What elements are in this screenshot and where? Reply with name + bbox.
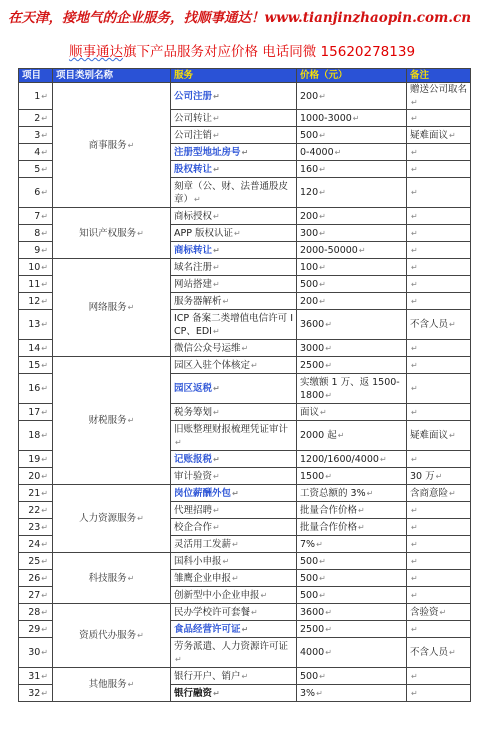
paragraph-mark: ↵ xyxy=(213,211,220,221)
paragraph-mark: ↵ xyxy=(449,488,456,498)
row-number: 31↵ xyxy=(19,668,53,685)
note-cell xyxy=(407,357,471,374)
paragraph-mark: ↵ xyxy=(41,360,48,370)
note-cell xyxy=(407,242,471,259)
row-number: 4↵ xyxy=(19,144,53,161)
paragraph-mark: ↵ xyxy=(137,631,144,640)
note-cell xyxy=(407,519,471,536)
service-cell: 旧账整理财报梳理凭证审计↵ xyxy=(171,421,297,451)
note-cell: 疑难面议↵ xyxy=(407,421,471,451)
subtitle-rest: 旗下产品服务对应价格 电话同微 15620278139 xyxy=(122,44,416,60)
paragraph-mark: ↵ xyxy=(358,522,365,532)
price-cell: 120↵ xyxy=(297,178,407,208)
paragraph-mark: ↵ xyxy=(213,384,220,393)
price-cell: 3%↵ xyxy=(297,685,407,702)
paragraph-mark: ↵ xyxy=(260,590,268,600)
price-cell: 1200/1600/4000↵ xyxy=(297,451,407,468)
paragraph-mark: ↵ xyxy=(325,390,332,400)
paragraph-mark: ↵ xyxy=(41,488,48,498)
service-cell: 公司注册↵ xyxy=(171,83,297,110)
price-cell: 200↵ xyxy=(297,208,407,225)
paragraph-mark: ↵ xyxy=(411,343,418,353)
price-cell: 0-4000↵ xyxy=(297,144,407,161)
row-number: 7↵ xyxy=(19,208,53,225)
row-number: 28↵ xyxy=(19,604,53,621)
paragraph-mark: ↵ xyxy=(213,262,220,272)
service-cell: 税务筹划↵ xyxy=(171,404,297,421)
paragraph-mark: ↵ xyxy=(319,279,326,289)
table-row xyxy=(19,357,471,374)
paragraph-mark: ↵ xyxy=(325,320,332,329)
paragraph-mark: ↵ xyxy=(449,320,456,329)
paragraph-mark: ↵ xyxy=(41,279,48,289)
paragraph-mark: ↵ xyxy=(127,680,135,689)
paragraph-mark: ↵ xyxy=(411,688,418,698)
paragraph-mark: ↵ xyxy=(449,130,456,140)
row-number: 18↵ xyxy=(19,421,53,451)
note-cell xyxy=(407,340,471,357)
paragraph-mark: ↵ xyxy=(411,573,418,583)
row-number: 16↵ xyxy=(19,374,53,404)
paragraph-mark: ↵ xyxy=(41,522,48,532)
paragraph-mark: ↵ xyxy=(319,130,326,140)
paragraph-mark: ↵ xyxy=(41,648,48,657)
row-number: 17↵ xyxy=(19,404,53,421)
paragraph-mark: ↵ xyxy=(213,164,220,174)
paragraph-mark: ↵ xyxy=(213,522,220,532)
paragraph-mark: ↵ xyxy=(241,147,249,157)
paragraph-mark: ↵ xyxy=(411,262,418,272)
paragraph-mark: ↵ xyxy=(175,437,182,447)
service-cell: 雏鹰企业申报↵ xyxy=(171,570,297,587)
price-cell: 4000↵ xyxy=(297,638,407,668)
row-number: 10↵ xyxy=(19,259,53,276)
service-cell: 民办学校许可套餐↵ xyxy=(171,604,297,621)
paragraph-mark: ↵ xyxy=(319,211,326,221)
price-cell: 500↵ xyxy=(297,127,407,144)
row-number: 27↵ xyxy=(19,587,53,604)
row-number: 20↵ xyxy=(19,468,53,485)
paragraph-mark: ↵ xyxy=(411,228,418,238)
paragraph-mark: ↵ xyxy=(411,539,418,549)
paragraph-mark: ↵ xyxy=(325,360,332,370)
price-cell: 实缴额 1 万、返 1500-1800↵ xyxy=(297,374,407,404)
paragraph-mark: ↵ xyxy=(127,140,135,150)
price-cell: 2000 起↵ xyxy=(297,421,407,451)
service-cell: 园区返税↵ xyxy=(171,374,297,404)
paragraph-mark: ↵ xyxy=(41,671,48,681)
price-cell: 500↵ xyxy=(297,570,407,587)
table-row xyxy=(19,485,471,502)
service-cell: 公司注销↵ xyxy=(171,127,297,144)
service-cell: 劳务派遣、人力资源许可证↵ xyxy=(171,638,297,668)
price-cell: 200↵ xyxy=(297,83,407,110)
row-number: 1↵ xyxy=(19,83,53,110)
row-number: 23↵ xyxy=(19,519,53,536)
row-number: 9↵ xyxy=(19,242,53,259)
note-cell xyxy=(407,404,471,421)
paragraph-mark: ↵ xyxy=(213,471,220,481)
service-cell: ICP 备案二类增值电信许可 ICP、EDI↵ xyxy=(171,310,297,340)
service-cell: 注册型地址房号↵ xyxy=(171,144,297,161)
row-number: 29↵ xyxy=(19,621,53,638)
row-number: 26↵ xyxy=(19,570,53,587)
service-cell: 校企合作↵ xyxy=(171,519,297,536)
paragraph-mark: ↵ xyxy=(241,624,249,634)
service-cell: 网站搭建↵ xyxy=(171,276,297,293)
paragraph-mark: ↵ xyxy=(411,671,418,681)
paragraph-mark: ↵ xyxy=(241,343,249,353)
site-banner: 在天津，接地气的企业服务，找顺事通达！www.tianjinzhaopin.com.cn xyxy=(8,10,472,26)
row-number: 32↵ xyxy=(19,685,53,702)
paragraph-mark: ↵ xyxy=(41,556,48,566)
paragraph-mark: ↵ xyxy=(127,303,135,312)
table-row xyxy=(19,208,471,225)
price-cell: 批量合作价格↵ xyxy=(297,519,407,536)
paragraph-mark: ↵ xyxy=(411,624,418,634)
paragraph-mark: ↵ xyxy=(316,539,323,549)
paragraph-mark: ↵ xyxy=(411,505,418,515)
paragraph-mark: ↵ xyxy=(319,228,326,238)
note-cell xyxy=(407,293,471,310)
price-cell: 批量合作价格↵ xyxy=(297,502,407,519)
service-cell: 代理招聘↵ xyxy=(171,502,297,519)
price-cell: 2000-50000↵ xyxy=(297,242,407,259)
note-cell xyxy=(407,161,471,178)
row-number: 6↵ xyxy=(19,178,53,208)
note-cell xyxy=(407,276,471,293)
paragraph-mark: ↵ xyxy=(319,573,326,583)
paragraph-mark: ↵ xyxy=(411,454,418,464)
service-cell: 国科小申报↵ xyxy=(171,553,297,570)
service-cell: 灵活用工发薪↵ xyxy=(171,536,297,553)
paragraph-mark: ↵ xyxy=(41,431,48,440)
service-cell: 商标授权↵ xyxy=(171,208,297,225)
note-cell xyxy=(407,374,471,404)
note-cell: 疑难面议↵ xyxy=(407,127,471,144)
note-cell xyxy=(407,536,471,553)
note-cell xyxy=(407,668,471,685)
paragraph-mark: ↵ xyxy=(137,228,144,238)
paragraph-mark: ↵ xyxy=(411,211,418,221)
paragraph-mark: ↵ xyxy=(41,296,48,306)
table-body xyxy=(19,83,471,702)
paragraph-mark: ↵ xyxy=(41,211,48,221)
paragraph-mark: ↵ xyxy=(41,607,48,617)
note-cell xyxy=(407,110,471,127)
note-cell xyxy=(407,587,471,604)
paragraph-mark: ↵ xyxy=(212,326,220,336)
paragraph-mark: ↵ xyxy=(325,471,332,481)
service-cell: 审计验资↵ xyxy=(171,468,297,485)
row-number: 3↵ xyxy=(19,127,53,144)
note-cell xyxy=(407,570,471,587)
header-no: 项目 xyxy=(19,69,53,83)
note-cell xyxy=(407,225,471,242)
table-row xyxy=(19,259,471,276)
paragraph-mark: ↵ xyxy=(411,556,418,566)
paragraph-mark: ↵ xyxy=(411,245,418,255)
paragraph-mark: ↵ xyxy=(41,262,48,272)
category-cell: 科技服务↵ xyxy=(53,553,171,604)
paragraph-mark: ↵ xyxy=(232,488,239,498)
paragraph-mark: ↵ xyxy=(411,164,418,174)
paragraph-mark: ↵ xyxy=(411,296,418,306)
paragraph-mark: ↵ xyxy=(194,194,201,204)
paragraph-mark: ↵ xyxy=(41,505,48,515)
category-cell: 商事服务↵ xyxy=(53,83,171,208)
price-cell: 2500↵ xyxy=(297,621,407,638)
paragraph-mark: ↵ xyxy=(175,654,182,664)
paragraph-mark: ↵ xyxy=(41,573,48,583)
paragraph-mark: ↵ xyxy=(222,296,230,306)
paragraph-mark: ↵ xyxy=(251,607,258,617)
paragraph-mark: ↵ xyxy=(251,360,258,370)
paragraph-mark: ↵ xyxy=(241,671,249,681)
table-row xyxy=(19,604,471,621)
paragraph-mark: ↵ xyxy=(233,228,241,238)
paragraph-mark: ↵ xyxy=(41,407,48,417)
paragraph-mark: ↵ xyxy=(41,539,48,549)
paragraph-mark: ↵ xyxy=(319,91,326,101)
paragraph-mark: ↵ xyxy=(213,407,220,417)
paragraph-mark: ↵ xyxy=(41,624,48,634)
paragraph-mark: ↵ xyxy=(319,188,326,197)
price-cell: 3600↵ xyxy=(297,604,407,621)
paragraph-mark: ↵ xyxy=(127,573,135,583)
note-cell: 30 万↵ xyxy=(407,468,471,485)
paragraph-mark: ↵ xyxy=(379,454,387,464)
paragraph-mark: ↵ xyxy=(41,164,48,174)
header-category: 项目类别名称 xyxy=(53,69,171,83)
row-number: 8↵ xyxy=(19,225,53,242)
row-number: 14↵ xyxy=(19,340,53,357)
paragraph-mark: ↵ xyxy=(358,245,366,255)
paragraph-mark: ↵ xyxy=(411,360,418,370)
service-cell: APP 版权认证↵ xyxy=(171,225,297,242)
service-cell: 岗位薪酬外包↵ xyxy=(171,485,297,502)
table-row xyxy=(19,83,471,110)
header-service: 服务 xyxy=(171,69,297,83)
price-cell: 3000↵ xyxy=(297,340,407,357)
note-cell xyxy=(407,621,471,638)
paragraph-mark: ↵ xyxy=(435,471,443,481)
row-number: 25↵ xyxy=(19,553,53,570)
price-cell: 2500↵ xyxy=(297,357,407,374)
category-cell: 资质代办服务↵ xyxy=(53,604,171,668)
category-cell: 知识产权服务↵ xyxy=(53,208,171,259)
note-cell: 含验资↵ xyxy=(407,604,471,621)
service-cell: 银行开户、销户↵ xyxy=(171,668,297,685)
category-cell: 其他服务↵ xyxy=(53,668,171,702)
paragraph-mark: ↵ xyxy=(232,539,239,549)
paragraph-mark: ↵ xyxy=(411,113,418,123)
note-cell xyxy=(407,553,471,570)
paragraph-mark: ↵ xyxy=(213,505,220,515)
paragraph-mark: ↵ xyxy=(213,130,220,140)
paragraph-mark: ↵ xyxy=(319,262,326,272)
service-cell: 刻章（公、财、法普通股皮章）↵ xyxy=(171,178,297,208)
price-cell: 1500↵ xyxy=(297,468,407,485)
paragraph-mark: ↵ xyxy=(439,607,447,617)
service-cell: 公司转让↵ xyxy=(171,110,297,127)
price-cell: 3600↵ xyxy=(297,310,407,340)
paragraph-mark: ↵ xyxy=(213,113,220,123)
row-number: 21↵ xyxy=(19,485,53,502)
paragraph-mark: ↵ xyxy=(411,188,418,197)
note-cell xyxy=(407,178,471,208)
note-cell: 不含人员↵ xyxy=(407,638,471,668)
paragraph-mark: ↵ xyxy=(41,228,48,238)
table-header-row xyxy=(19,69,471,83)
service-cell: 股权转让↵ xyxy=(171,161,297,178)
paragraph-mark: ↵ xyxy=(319,164,326,174)
price-table xyxy=(18,68,471,702)
price-cell: 500↵ xyxy=(297,587,407,604)
row-number: 24↵ xyxy=(19,536,53,553)
price-cell: 500↵ xyxy=(297,276,407,293)
paragraph-mark: ↵ xyxy=(325,648,332,657)
paragraph-mark: ↵ xyxy=(41,91,48,101)
paragraph-mark: ↵ xyxy=(411,279,418,289)
row-number: 2↵ xyxy=(19,110,53,127)
row-number: 12↵ xyxy=(19,293,53,310)
paragraph-mark: ↵ xyxy=(449,648,456,657)
price-cell: 500↵ xyxy=(297,553,407,570)
paragraph-mark: ↵ xyxy=(127,416,135,425)
service-cell: 食品经营许可证↵ xyxy=(171,621,297,638)
category-cell: 人力资源服务↵ xyxy=(53,485,171,553)
paragraph-mark: ↵ xyxy=(319,556,326,566)
service-cell: 域名注册↵ xyxy=(171,259,297,276)
note-cell xyxy=(407,451,471,468)
note-cell xyxy=(407,144,471,161)
price-cell: 7%↵ xyxy=(297,536,407,553)
note-cell: 含商意险↵ xyxy=(407,485,471,502)
company-name: 顺事通达 xyxy=(68,44,123,60)
note-cell xyxy=(407,502,471,519)
service-cell: 记账报税↵ xyxy=(171,451,297,468)
paragraph-mark: ↵ xyxy=(222,556,230,566)
table-row xyxy=(19,668,471,685)
note-cell xyxy=(407,259,471,276)
price-cell: 100↵ xyxy=(297,259,407,276)
header-price: 价格（元） xyxy=(297,69,407,83)
paragraph-mark: ↵ xyxy=(337,431,345,440)
price-cell: 工资总额的 3%↵ xyxy=(297,485,407,502)
service-cell: 微信公众号运维↵ xyxy=(171,340,297,357)
paragraph-mark: ↵ xyxy=(325,343,332,353)
price-cell: 300↵ xyxy=(297,225,407,242)
paragraph-mark: ↵ xyxy=(411,98,418,107)
note-cell: 不含人员↵ xyxy=(407,310,471,340)
note-cell: 赠送公司取名↵ xyxy=(407,83,471,110)
paragraph-mark: ↵ xyxy=(334,147,342,157)
paragraph-mark: ↵ xyxy=(213,454,220,464)
table-row xyxy=(19,553,471,570)
paragraph-mark: ↵ xyxy=(213,245,220,255)
paragraph-mark: ↵ xyxy=(41,454,48,464)
paragraph-mark: ↵ xyxy=(325,624,332,634)
row-number: 30↵ xyxy=(19,638,53,668)
paragraph-mark: ↵ xyxy=(411,147,418,157)
paragraph-mark: ↵ xyxy=(319,671,326,681)
paragraph-mark: ↵ xyxy=(352,113,360,123)
paragraph-mark: ↵ xyxy=(411,384,418,393)
paragraph-mark: ↵ xyxy=(213,279,220,289)
paragraph-mark: ↵ xyxy=(449,431,456,440)
row-number: 15↵ xyxy=(19,357,53,374)
paragraph-mark: ↵ xyxy=(41,113,48,123)
note-cell xyxy=(407,208,471,225)
row-number: 22↵ xyxy=(19,502,53,519)
header-note: 备注 xyxy=(407,69,471,83)
service-cell: 创新型中小企业申报↵ xyxy=(171,587,297,604)
category-cell: 财税服务↵ xyxy=(53,357,171,485)
paragraph-mark: ↵ xyxy=(213,688,220,698)
price-cell: 1000-3000↵ xyxy=(297,110,407,127)
paragraph-mark: ↵ xyxy=(41,147,48,157)
paragraph-mark: ↵ xyxy=(41,343,48,353)
paragraph-mark: ↵ xyxy=(137,514,144,523)
row-number: 19↵ xyxy=(19,451,53,468)
paragraph-mark: ↵ xyxy=(41,188,48,197)
paragraph-mark: ↵ xyxy=(41,245,48,255)
paragraph-mark: ↵ xyxy=(41,320,48,329)
paragraph-mark: ↵ xyxy=(320,407,327,417)
note-cell xyxy=(407,685,471,702)
paragraph-mark: ↵ xyxy=(366,488,374,498)
paragraph-mark: ↵ xyxy=(411,407,418,417)
service-cell: 园区入驻个体核定↵ xyxy=(171,357,297,374)
paragraph-mark: ↵ xyxy=(41,688,48,698)
paragraph-mark: ↵ xyxy=(41,590,48,600)
paragraph-mark: ↵ xyxy=(316,688,323,698)
service-cell: 商标转让↵ xyxy=(171,242,297,259)
paragraph-mark: ↵ xyxy=(41,130,48,140)
row-number: 5↵ xyxy=(19,161,53,178)
paragraph-mark: ↵ xyxy=(41,384,48,393)
service-cell: 服务器解析↵ xyxy=(171,293,297,310)
paragraph-mark: ↵ xyxy=(213,91,220,101)
row-number: 13↵ xyxy=(19,310,53,340)
paragraph-mark: ↵ xyxy=(411,522,418,532)
paragraph-mark: ↵ xyxy=(232,573,239,583)
paragraph-mark: ↵ xyxy=(325,607,332,617)
price-cell: 面议↵ xyxy=(297,404,407,421)
service-cell: 银行融资↵ xyxy=(171,685,297,702)
paragraph-mark: ↵ xyxy=(411,590,418,600)
paragraph-mark: ↵ xyxy=(319,296,326,306)
price-cell: 500↵ xyxy=(297,668,407,685)
paragraph-mark: ↵ xyxy=(358,505,365,515)
row-number: 11↵ xyxy=(19,276,53,293)
price-cell: 160↵ xyxy=(297,161,407,178)
paragraph-mark: ↵ xyxy=(41,471,48,481)
category-cell: 网络服务↵ xyxy=(53,259,171,357)
paragraph-mark: ↵ xyxy=(319,590,326,600)
price-cell: 200↵ xyxy=(297,293,407,310)
page-subtitle xyxy=(0,40,484,60)
